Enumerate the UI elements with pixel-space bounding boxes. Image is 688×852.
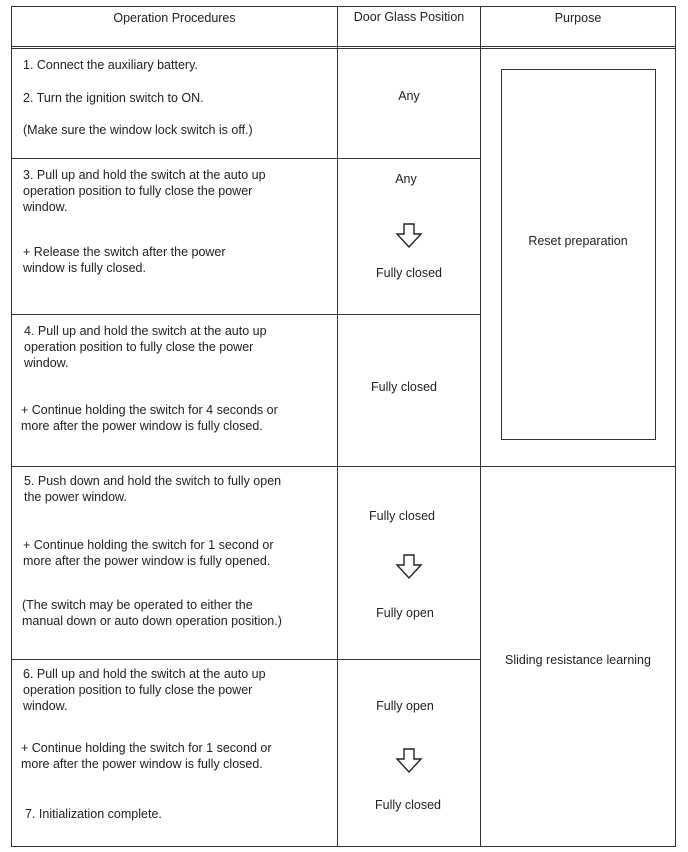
step-6-note-line: + Continue holding the switch for 1 second or bbox=[21, 741, 272, 755]
step-4-line: 4. Pull up and hold the switch at the auto up bbox=[24, 324, 267, 338]
down-arrow-icon bbox=[395, 554, 423, 580]
door-position-to: Fully open bbox=[376, 606, 434, 620]
purpose-sliding-resistance-learning: Sliding resistance learning bbox=[505, 653, 651, 667]
step-5-line: the power window. bbox=[24, 490, 127, 504]
step-3-line: 3. Pull up and hold the switch at the auto up bbox=[23, 168, 266, 182]
door-position-to: Fully closed bbox=[376, 266, 442, 280]
step-6-line: window. bbox=[23, 699, 68, 713]
step-3-note-line: window is fully closed. bbox=[23, 261, 146, 275]
door-position-any: Any bbox=[398, 89, 420, 103]
step-5-note-line: + Continue holding the switch for 1 second or bbox=[23, 538, 274, 552]
step-7-text: 7. Initialization complete. bbox=[25, 807, 162, 821]
step-1-text: 1. Connect the auxiliary battery. bbox=[23, 58, 198, 72]
step-5-note2-line: (The switch may be operated to either the bbox=[22, 598, 253, 612]
door-position-from: Fully open bbox=[376, 699, 434, 713]
down-arrow-icon bbox=[395, 223, 423, 249]
step-4-line: operation position to fully close the power bbox=[24, 340, 254, 354]
step-5-note2-line: manual down or auto down operation position.) bbox=[22, 614, 282, 628]
reset-preparation-box bbox=[501, 69, 656, 440]
step-6-note-line: more after the power window is fully closed. bbox=[21, 757, 263, 771]
header-operation-procedures: Operation Procedures bbox=[113, 11, 236, 25]
step-5-note-line: more after the power window is fully opened. bbox=[23, 554, 271, 568]
step-3-note-line: + Release the switch after the power bbox=[23, 245, 226, 259]
step-2-text: 2. Turn the ignition switch to ON. bbox=[23, 91, 204, 105]
purpose-reset-preparation: Reset preparation bbox=[528, 234, 628, 248]
door-position-from: Any bbox=[395, 172, 417, 186]
step-3-line: window. bbox=[23, 200, 68, 214]
step-5-line: 5. Push down and hold the switch to fully open bbox=[24, 474, 282, 488]
step-4-note-line: + Continue holding the switch for 4 seconds or bbox=[21, 403, 278, 417]
step-4-line: window. bbox=[24, 356, 69, 370]
header-door-glass-position: Door Glass Position bbox=[353, 10, 465, 24]
door-position-to: Fully closed bbox=[375, 798, 441, 812]
step-2-note: (Make sure the window lock switch is off.) bbox=[23, 123, 253, 137]
step-3-line: operation position to fully close the power bbox=[23, 184, 253, 198]
step-4-note-line: more after the power window is fully closed. bbox=[21, 419, 263, 433]
step-6-line: 6. Pull up and hold the switch at the auto up bbox=[23, 667, 266, 681]
header-purpose: Purpose bbox=[554, 11, 602, 25]
door-position-fully-closed: Fully closed bbox=[371, 380, 437, 394]
step-6-line: operation position to fully close the power bbox=[23, 683, 253, 697]
door-position-from: Fully closed bbox=[369, 509, 435, 523]
down-arrow-icon bbox=[395, 748, 423, 774]
